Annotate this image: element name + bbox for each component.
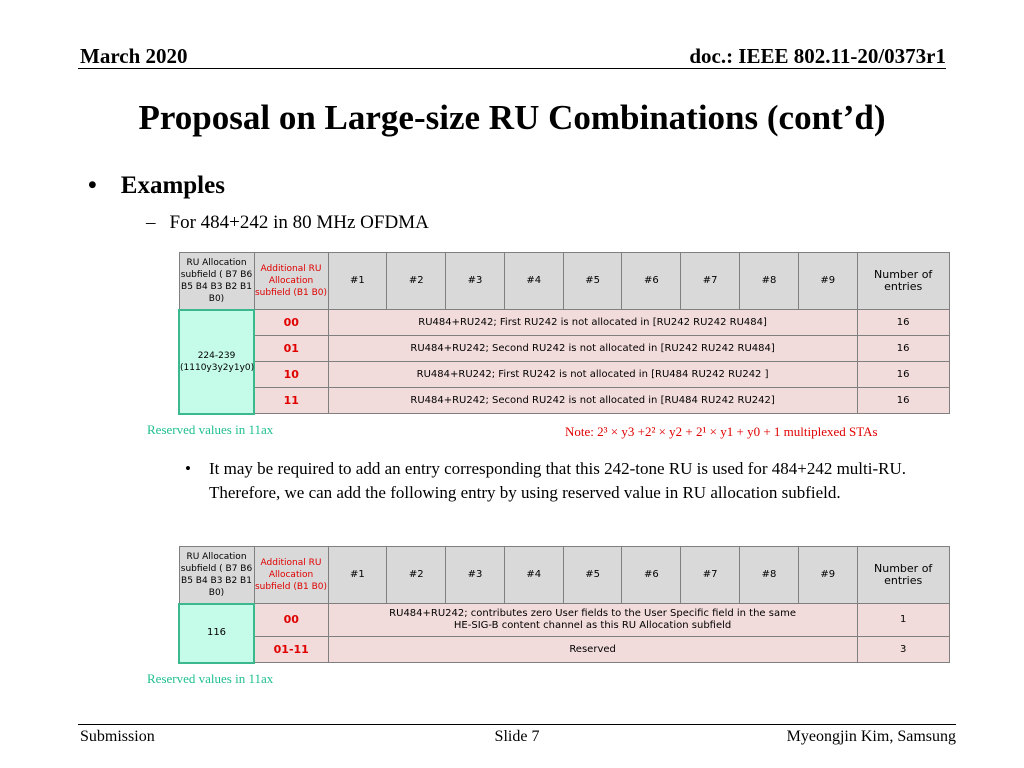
desc-cell: Reserved bbox=[328, 637, 857, 663]
footer-author: Myeongjin Kim, Samsung bbox=[786, 728, 956, 745]
ru-bits: (1110y3y2y1y0) bbox=[180, 362, 255, 373]
ru-value-cell: 116 bbox=[179, 604, 254, 663]
table-row bbox=[179, 604, 949, 637]
code-cell: 01-11 bbox=[254, 637, 328, 663]
header-col: #2 bbox=[387, 253, 446, 310]
header-col: #6 bbox=[622, 253, 681, 310]
desc-cell: RU484+RU242; Second RU242 is not allocated in [RU484 RU242 RU242] bbox=[328, 388, 857, 414]
entries-cell: 16 bbox=[857, 336, 949, 362]
entries-cell: 3 bbox=[857, 637, 949, 663]
table-header-row bbox=[179, 253, 949, 310]
ru-value: 224-239 bbox=[197, 350, 236, 361]
table-row bbox=[179, 310, 949, 336]
paragraph-text: It may be required to add an entry corresponding that this 242-tone RU is used for 484+242 multi-RU. Therefore, we can add the following entry by using reserved value in RU allocation subfield. bbox=[209, 459, 907, 502]
table-row bbox=[179, 362, 949, 388]
header-add-ru: Additional RU Allocation subfield (B1 B0) bbox=[254, 253, 328, 310]
header-ru-alloc: RU Allocation subfield ( B7 B6 B5 B4 B3 B2 B1 B0) bbox=[179, 547, 254, 604]
ru-value-cell bbox=[179, 310, 254, 414]
slide-number: Slide 7 bbox=[494, 728, 540, 745]
desc-cell: RU484+RU242; contributes zero User fields to the User Specific field in the same HE-SIG-B content channel as this RU Allocation subfield bbox=[328, 604, 857, 637]
header-col: #2 bbox=[387, 547, 446, 604]
header-ru-alloc: RU Allocation subfield ( B7 B6 B5 B4 B3 B2 B1 B0) bbox=[179, 253, 254, 310]
header-col: #3 bbox=[446, 547, 505, 604]
table-header-row bbox=[179, 547, 949, 604]
table-row bbox=[179, 336, 949, 362]
formula-note: Note: 2³ × y3 +2² × y2 + 2¹ × y1 + y0 + 1 multiplexed STAs bbox=[565, 424, 878, 439]
slide-title: Proposal on Large-size RU Combinations (cont’d) bbox=[138, 98, 886, 137]
header-col: #7 bbox=[681, 253, 740, 310]
header-col: #5 bbox=[563, 547, 622, 604]
header-entries: Number of entries bbox=[857, 253, 949, 310]
header-col: #4 bbox=[504, 253, 563, 310]
reserved-note-1: Reserved values in 11ax bbox=[147, 422, 274, 437]
table-1 bbox=[178, 252, 950, 415]
reserved-note-2: Reserved values in 11ax bbox=[147, 671, 274, 686]
code-cell: 00 bbox=[254, 310, 328, 336]
header-add-ru: Additional RU Allocation subfield (B1 B0) bbox=[254, 547, 328, 604]
code-cell: 00 bbox=[254, 604, 328, 637]
header-col: #8 bbox=[740, 547, 799, 604]
entries-cell: 16 bbox=[857, 310, 949, 336]
entries-cell: 16 bbox=[857, 362, 949, 388]
entries-cell: 1 bbox=[857, 604, 949, 637]
entries-cell: 16 bbox=[857, 388, 949, 414]
bullet: • Examples bbox=[88, 172, 225, 199]
code-cell: 10 bbox=[254, 362, 328, 388]
footer-rule bbox=[78, 724, 956, 725]
code-cell: 11 bbox=[254, 388, 328, 414]
header-col: #9 bbox=[798, 253, 857, 310]
header-col: #4 bbox=[504, 547, 563, 604]
paragraph-bullet: • It may be required to add an entry corresponding that this 242-tone RU is used for 484+242 multi-RU. Therefore, we can add the following entry by using reserved value in RU allocation subfield. bbox=[185, 457, 930, 505]
header-col: #1 bbox=[328, 547, 387, 604]
header-col: #1 bbox=[328, 253, 387, 310]
bullet-text: Examples bbox=[120, 172, 225, 199]
date: March 2020 bbox=[80, 44, 188, 68]
header-entries: Number of entries bbox=[857, 547, 949, 604]
table-row bbox=[179, 388, 949, 414]
desc-cell: RU484+RU242; Second RU242 is not allocated in [RU242 RU242 RU484] bbox=[328, 336, 857, 362]
header-col: #3 bbox=[446, 253, 505, 310]
header-col: #5 bbox=[563, 253, 622, 310]
subbullet: – For 484+242 in 80 MHz OFDMA bbox=[146, 212, 429, 233]
doc-id: doc.: IEEE 802.11-20/0373r1 bbox=[689, 44, 946, 68]
desc-cell: RU484+RU242; First RU242 is not allocated in [RU242 RU242 RU484] bbox=[328, 310, 857, 336]
code-cell: 01 bbox=[254, 336, 328, 362]
footer-left: Submission bbox=[80, 728, 155, 745]
header-col: #7 bbox=[681, 547, 740, 604]
table-2 bbox=[178, 546, 950, 664]
header-col: #8 bbox=[740, 253, 799, 310]
desc-cell: RU484+RU242; First RU242 is not allocated in [RU484 RU242 RU242 ] bbox=[328, 362, 857, 388]
table-row bbox=[179, 637, 949, 663]
header-col: #9 bbox=[798, 547, 857, 604]
header-rule bbox=[78, 68, 946, 69]
subbullet-text: For 484+242 in 80 MHz OFDMA bbox=[169, 212, 429, 233]
header-col: #6 bbox=[622, 547, 681, 604]
